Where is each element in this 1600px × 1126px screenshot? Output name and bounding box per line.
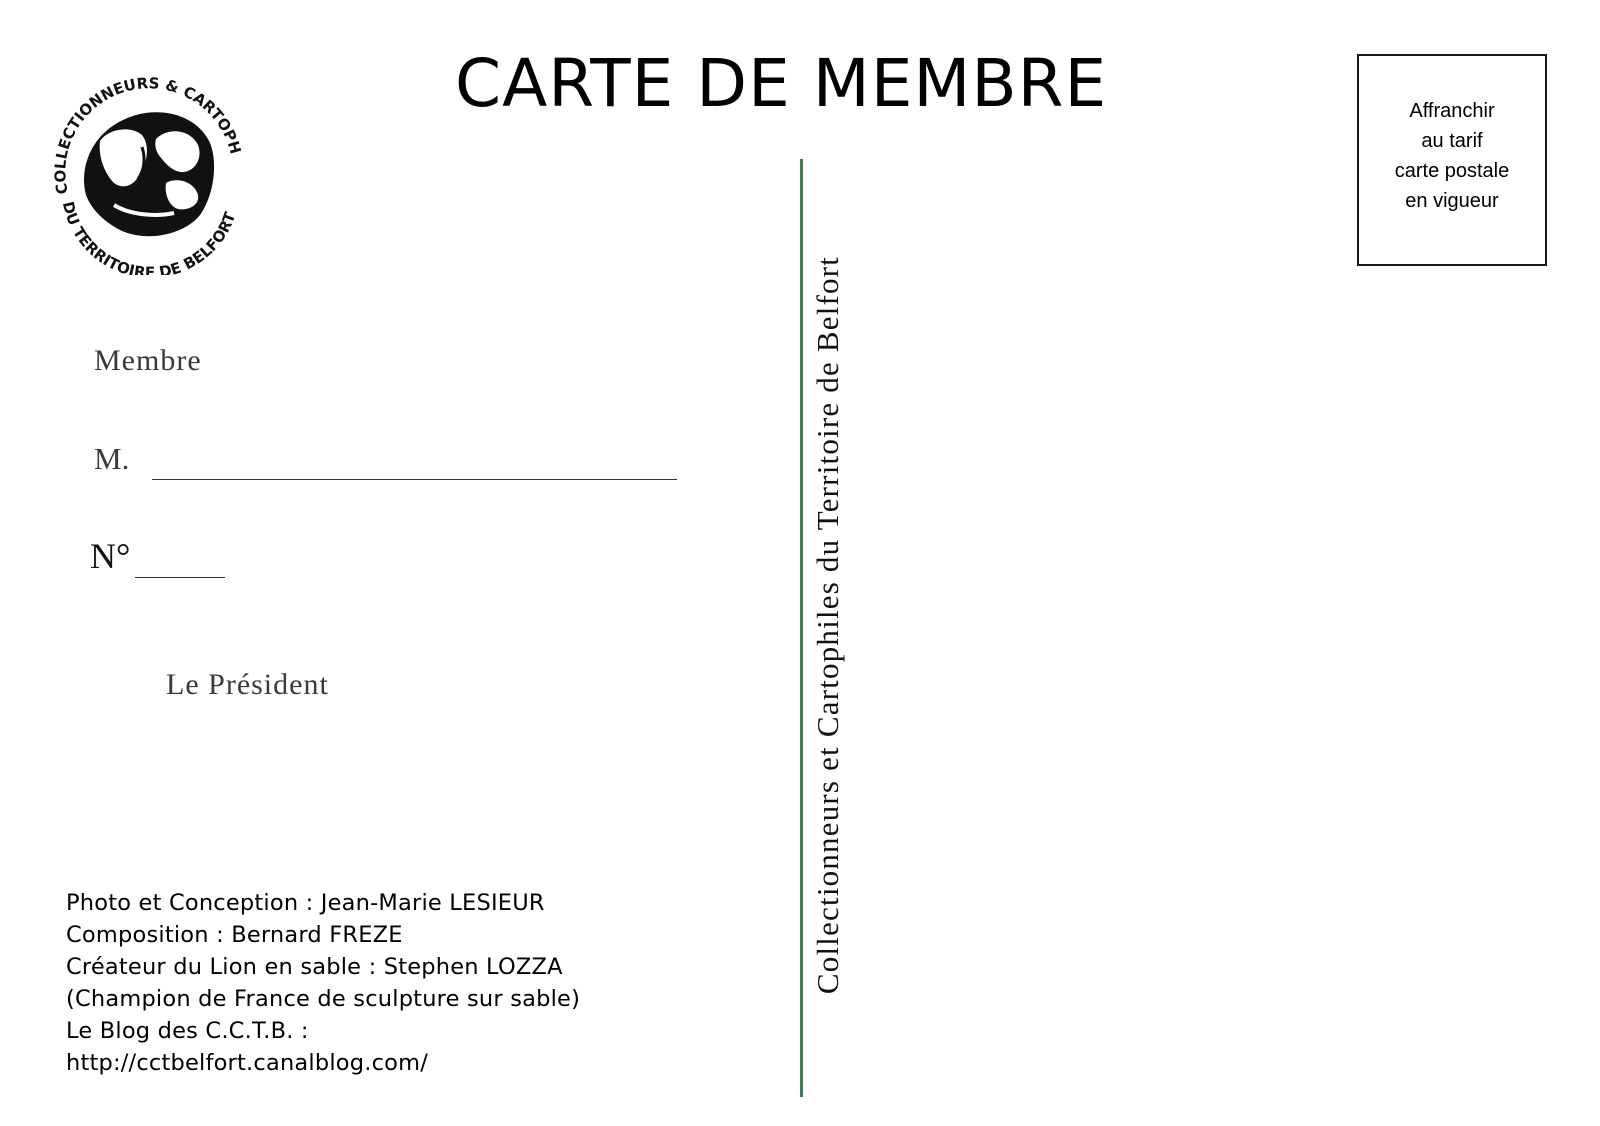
club-logo [38, 55, 258, 275]
president-label: Le Président [166, 668, 329, 701]
stamp-line: au tarif [1421, 130, 1483, 152]
name-label: M. [94, 441, 130, 476]
number-label: N° [90, 536, 131, 576]
stamp-line: en vigueur [1405, 190, 1499, 212]
card-title: CARTE DE MEMBRE [455, 45, 1108, 122]
membre-label: Membre [94, 344, 202, 377]
credit-line: (Champion de France de sculpture sur sable) [66, 986, 581, 1012]
credit-line: Composition : Bernard FREZE [66, 922, 403, 948]
credits-block [66, 887, 580, 1079]
credit-line: Le Blog des C.C.T.B. : [66, 1018, 309, 1044]
number-field-line[interactable] [135, 577, 225, 578]
logo-top-text: COLLECTIONNEURS & CARTOPH [51, 74, 245, 196]
club-name-vertical: Collectionneurs et Cartophiles du Territoire de Belfort [810, 255, 845, 995]
credit-line: Photo et Conception : Jean-Marie LESIEUR [66, 890, 545, 916]
stamp-line: carte postale [1394, 160, 1510, 182]
name-field-line[interactable] [152, 479, 677, 480]
stamp-line: Affranchir [1409, 100, 1495, 122]
logo-bottom-text: DU TERRITOIRE DE BELFORT [58, 199, 240, 275]
center-divider [800, 159, 803, 1097]
credit-line: Créateur du Lion en sable : Stephen LOZZA [66, 954, 563, 980]
stamp-box [1357, 54, 1547, 266]
blog-url: http://cctbelfort.canalblog.com/ [66, 1050, 429, 1076]
lion-head-icon [84, 112, 214, 236]
